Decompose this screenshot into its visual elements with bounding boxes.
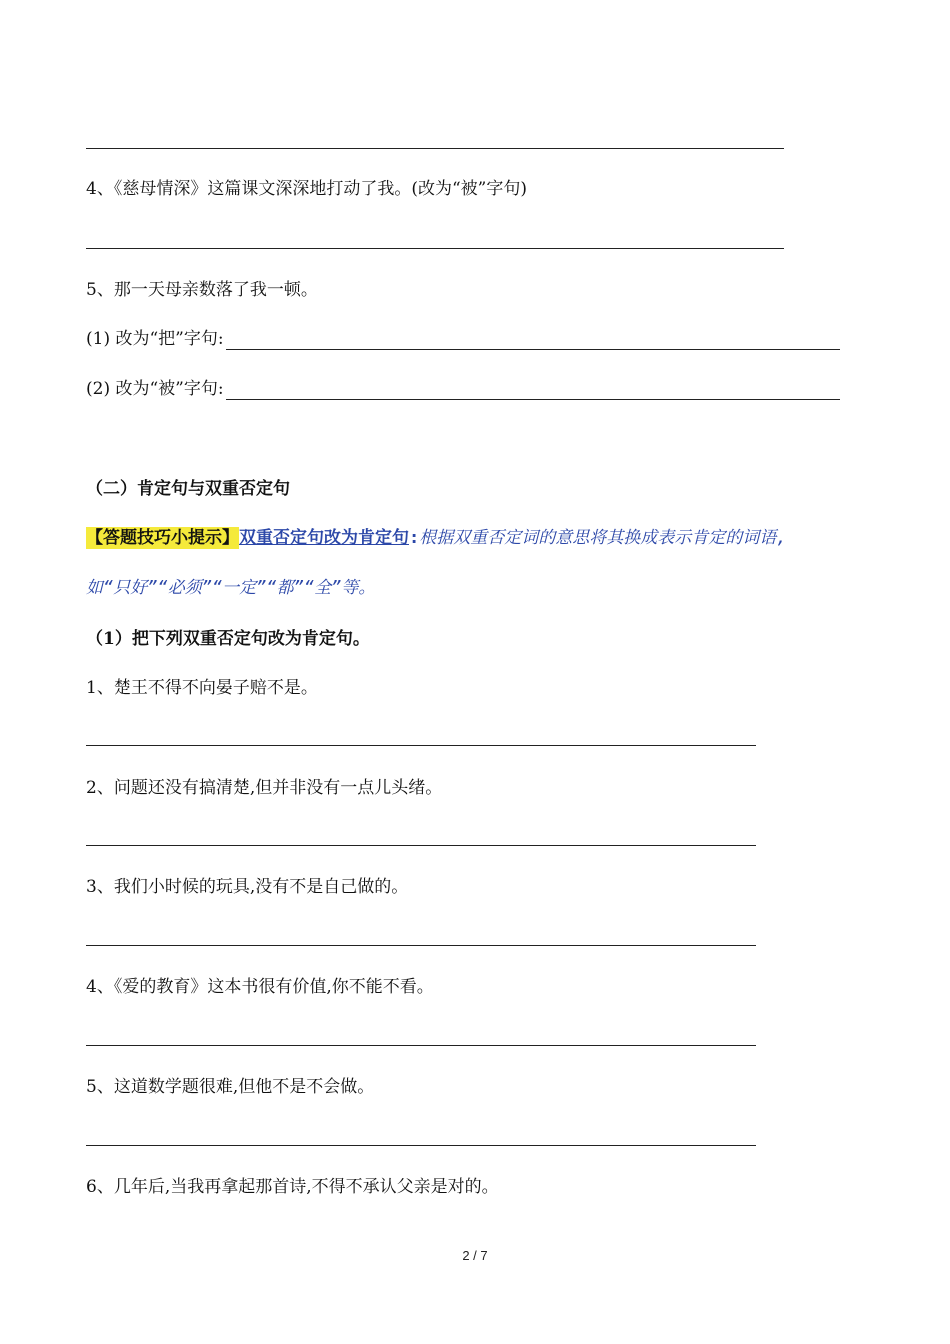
answer-line-q5-ba[interactable] [226,331,840,350]
tip-label: 【答题技巧小提示】 [86,528,239,548]
tip-text-continued: 如“只好”“必须”“一定”“都”“全”等。 [86,578,376,598]
page-number: 2 / 7 [462,1248,488,1263]
answer-line-q5-bei[interactable] [226,381,840,400]
question-item: 5、这道数学题很难,但他不是不会做。 [86,1077,375,1097]
answer-line-1[interactable] [86,745,756,746]
question-item: 4、《爱的教育》这本书很有价值,你不能不看。 [86,977,434,997]
answer-line-4[interactable] [86,1045,756,1046]
question-item: 1、楚王不得不向晏子赔不是。 [86,678,318,698]
tip-colon: : [409,528,420,548]
question-5: 5、那一天母亲数落了我一顿。 [86,280,318,300]
tip-key: 双重否定句改为肯定句 [239,528,409,548]
tip-row [86,526,786,550]
tip-text: 根据双重否定词的意思将其换成表示肯定的词语, [419,528,787,548]
answer-line-2[interactable] [86,845,756,846]
answer-line-top[interactable] [86,148,784,149]
question-item: 2、问题还没有搞清楚,但并非没有一点儿头绪。 [86,778,443,798]
question-5-ba-row [86,328,840,350]
answer-line-5[interactable] [86,1145,756,1146]
answer-line-q4[interactable] [86,248,784,249]
question-5-bei-label: (2) 改为“被”字句: [86,379,224,399]
subsection-heading: （1）把下列双重否定句改为肯定句。 [86,629,370,649]
answer-line-3[interactable] [86,945,756,946]
question-5-bei-row [86,378,840,400]
question-4-bei: 4、《慈母情深》这篇课文深深地打动了我。(改为“被”字句) [86,179,527,199]
section-heading: （二）肯定句与双重否定句 [86,479,290,499]
question-item: 6、几年后,当我再拿起那首诗,不得不承认父亲是对的。 [86,1177,499,1197]
question-item: 3、我们小时候的玩具,没有不是自己做的。 [86,877,409,897]
question-5-ba-label: (1) 改为“把”字句: [86,329,224,349]
